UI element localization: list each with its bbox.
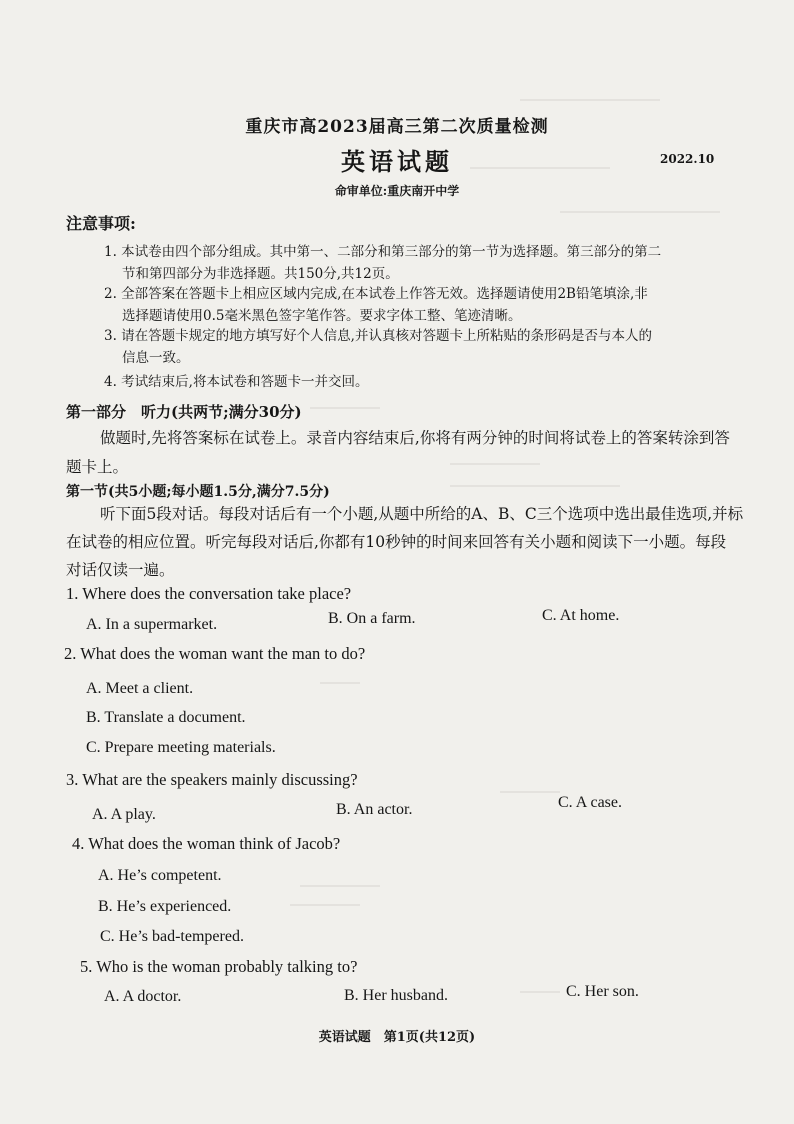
q4-option-c: C. He’s bad-tempered.: [100, 928, 244, 945]
q3-option-b: B. An actor.: [336, 801, 413, 818]
notice-line: 2. 全部答案在答题卡上相应区域内完成,在本试卷上作答无效。选择题请使用2B铅笔填涂,非: [104, 286, 648, 302]
question-3: 3. What are the speakers mainly discussing?: [66, 770, 358, 789]
notice-line: 选择题请使用0.5毫米黑色签字笔作答。要求字体工整、笔迹清晰。: [122, 308, 522, 324]
notice-heading: 注意事项:: [66, 214, 136, 233]
notice-line: 信息一致。: [122, 350, 190, 366]
q5-option-a: A. A doctor.: [104, 988, 182, 1005]
q3-option-c: C. A case.: [558, 794, 622, 811]
notice-line: 节和第四部分为非选择题。共150分,共12页。: [122, 266, 399, 282]
section1-heading: 第一节(共5小题;每小题1.5分,满分7.5分): [66, 484, 330, 500]
part1-intro: 做题时,先将答案标在试卷上。录音内容结束后,你将有两分钟的时间将试卷上的答案转涂到答: [100, 429, 730, 447]
q3-option-a: A. A play.: [92, 806, 156, 823]
q2-option-a: A. Meet a client.: [86, 680, 194, 697]
q1-option-b: B. On a farm.: [328, 610, 416, 627]
exam-unit: 命审单位:重庆南开中学: [334, 184, 460, 198]
exam-title: 英语试题: [341, 147, 453, 176]
question-1: 1. Where does the conversation take place?: [66, 584, 352, 603]
exam-date: 2022.10: [660, 152, 715, 166]
section1-instructions: 对话仅读一遍。: [66, 561, 175, 579]
exam-subtitle: 重庆市高2023届高三第二次质量检测: [245, 117, 549, 137]
section1-instructions: 在试卷的相应位置。听完每段对话后,你都有10秒钟的时间来回答有关小题和阅读下一小题。每段: [66, 533, 727, 551]
page-footer: 英语试题 第1页(共12页): [318, 1030, 476, 1045]
q2-option-b: B. Translate a document.: [86, 709, 246, 726]
part1-intro: 题卡上。: [66, 458, 129, 476]
q1-option-a: A. In a supermarket.: [86, 616, 218, 633]
q1-option-c: C. At home.: [542, 607, 620, 624]
q4-option-a: A. He’s competent.: [98, 867, 222, 884]
notice-line: 4. 考试结束后,将本试卷和答题卡一并交回。: [104, 374, 369, 390]
q5-option-b: B. Her husband.: [344, 987, 448, 1004]
part1-heading: 第一部分 听力(共两节;满分30分): [66, 403, 302, 421]
q4-option-b: B. He’s experienced.: [98, 898, 232, 915]
q5-option-c: C. Her son.: [566, 983, 639, 1000]
notice-line: 3. 请在答题卡规定的地方填写好个人信息,并认真核对答题卡上所粘贴的条形码是否与本人的: [104, 328, 652, 344]
question-4: 4. What does the woman think of Jacob?: [72, 834, 341, 853]
q2-option-c: C. Prepare meeting materials.: [86, 739, 276, 756]
question-5: 5. Who is the woman probably talking to?: [80, 957, 358, 976]
question-2: 2. What does the woman want the man to do?: [64, 644, 366, 663]
notice-line: 1. 本试卷由四个部分组成。其中第一、二部分和第三部分的第一节为选择题。第三部分的第二: [104, 244, 662, 260]
section1-instructions: 听下面5段对话。每段对话后有一个小题,从题中所给的A、B、C三个选项中选出最佳选项,并标: [100, 505, 744, 523]
